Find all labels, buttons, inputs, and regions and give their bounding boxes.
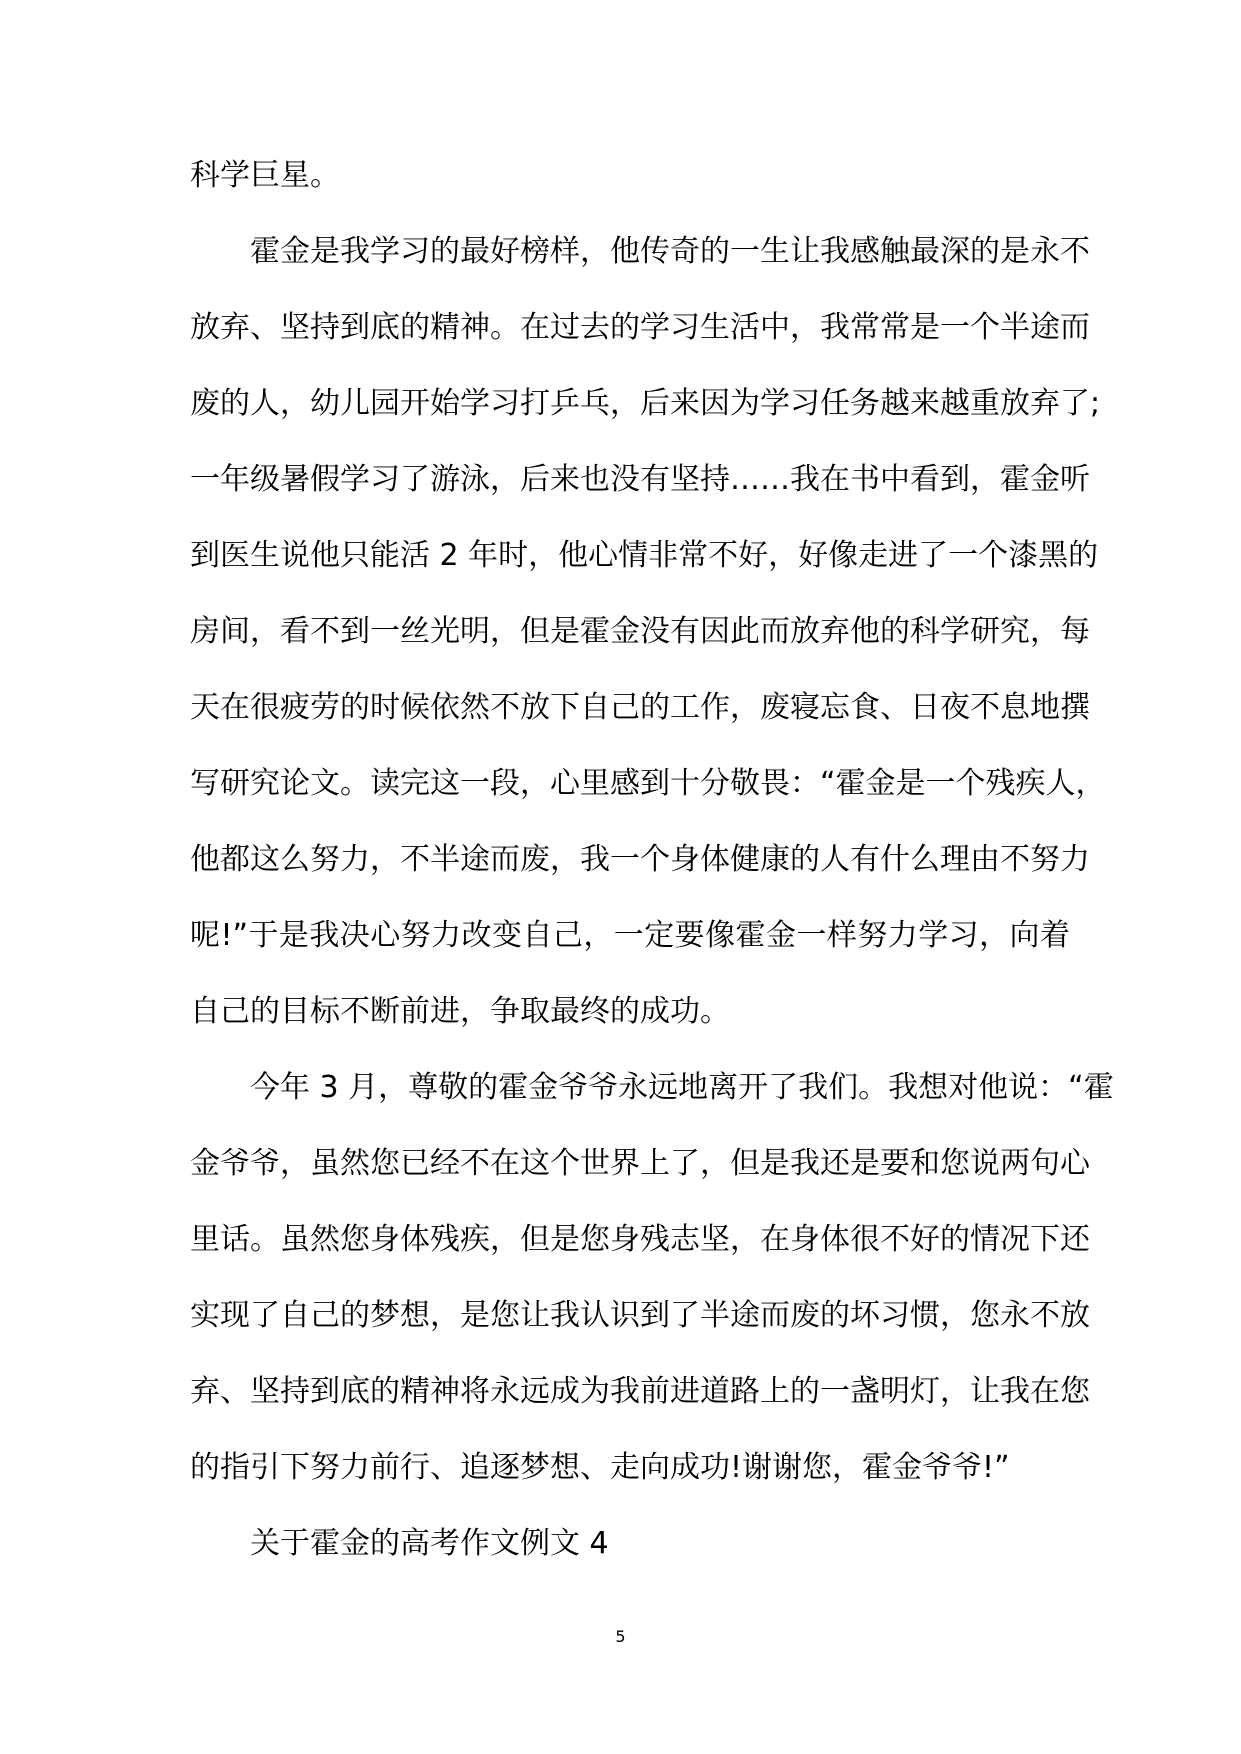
paragraph-line: 一年级暑假学习了游泳，后来也没有坚持……我在书中看到，霍金听 <box>190 462 1090 497</box>
paragraph-line: 写研究论文。读完这一段，心里感到十分敬畏：“霍金是一个残疾人， <box>190 766 1106 801</box>
paragraph-line: 房间，看不到一丝光明，但是霍金没有因此而放弃他的科学研究，每 <box>190 614 1090 649</box>
paragraph-line: 霍金是我学习的最好榜样，他传奇的一生让我感触最深的是永不 <box>250 234 1090 269</box>
paragraph-line: 到医生说他只能活 2 年时，他心情非常不好，好像走进了一个漆黑的 <box>190 538 1099 573</box>
paragraph-line: 今年 3 月，尊敬的霍金爷爷永远地离开了我们。我想对他说：“霍 <box>250 1070 1114 1105</box>
paragraph-line: 天在很疲劳的时候依然不放下自己的工作，废寝忘食、日夜不息地撰 <box>190 690 1090 725</box>
paragraph-line: 里话。虽然您身体残疾，但是您身残志坚，在身体很不好的情况下还 <box>190 1222 1090 1257</box>
paragraph-line: 实现了自己的梦想，是您让我认识到了半途而废的坏习惯，您永不放 <box>190 1298 1090 1333</box>
paragraph-line: 的指引下努力前行、追逐梦想、走向成功!谢谢您，霍金爷爷!” <box>190 1450 1010 1485</box>
section-heading: 关于霍金的高考作文例文 4 <box>250 1526 609 1561</box>
paragraph-line: 呢!”于是我决心努力改变自己，一定要像霍金一样努力学习，向着 <box>190 918 1070 953</box>
paragraph-line: 自己的目标不断前进，争取最终的成功。 <box>190 994 730 1029</box>
page-number: 5 <box>615 1627 626 1646</box>
paragraph-line: 他都这么努力，不半途而废，我一个身体健康的人有什么理由不努力 <box>190 842 1090 877</box>
paragraph-line: 废的人，幼儿园开始学习打乒乓，后来因为学习任务越来越重放弃了; <box>190 386 1101 421</box>
paragraph-line: 弃、坚持到底的精神将永远成为我前进道路上的一盏明灯，让我在您 <box>190 1374 1090 1409</box>
paragraph-line: 金爷爷，虽然您已经不在这个世界上了，但是我还是要和您说两句心 <box>190 1146 1090 1181</box>
body-text <box>190 138 1114 1582</box>
paragraph-line: 放弃、坚持到底的精神。在过去的学习生活中，我常常是一个半途而 <box>190 310 1090 345</box>
paragraph-line: 科学巨星。 <box>190 158 340 193</box>
